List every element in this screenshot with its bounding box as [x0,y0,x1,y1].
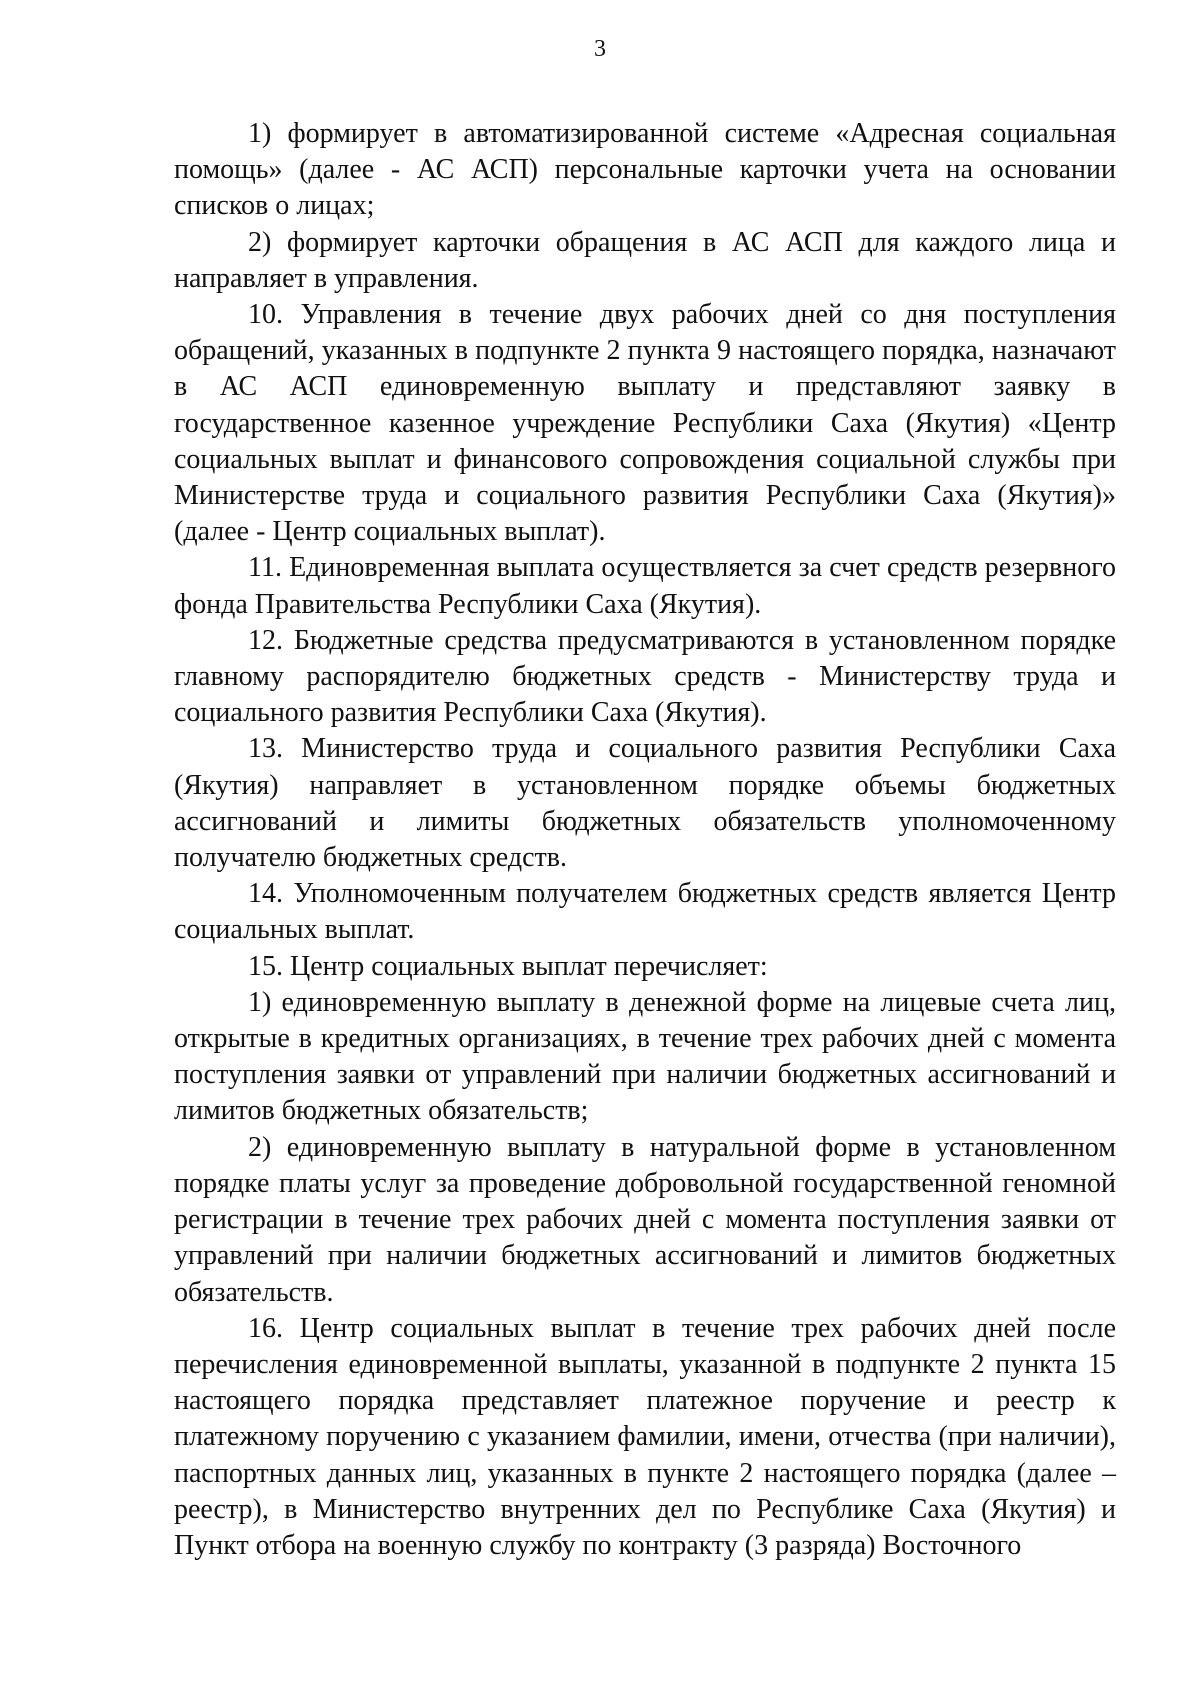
paragraph-subitem-2: 2) формирует карточки обращения в АС АСП для каждого лица и направляет в управления. [174,226,1116,294]
paragraph-subitem-1: 1) формирует в автоматизированной системе «Адресная социальная помощь» (далее - АС АСП) персональные карточки учета на основании списков о лицах; [174,118,1116,222]
paragraph-item-15-subitem-1: 1) единовременную выплату в денежной форме на лицевые счета лиц, открытые в кредитных организациях, в течение трех рабочих дней с момента поступления заявки от управлений при наличии бюджетных ассигнований и лимитов бюджетных обязательств; [174,986,1116,1127]
paragraph-item-15: 15. Центр социальных выплат перечисляет: [248,950,768,982]
paragraph-item-14: 14. Уполномоченным получателем бюджетных средств является Центр социальных выплат. [174,878,1116,946]
paragraph-item-11: 11. Единовременная выплата осуществляется за счет средств резервного фонда Правительства Республики Саха (Якутия). [174,552,1116,620]
document-body [174,116,1116,1564]
paragraph-item-13: 13. Министерство труда и социального развития Республики Саха (Якутия) направляет в установленном порядке объемы бюджетных ассигнований и лимиты бюджетных обязательств уполномоченному получателю бюджетных средств. [174,733,1116,874]
paragraph-item-16: 16. Центр социальных выплат в течение трех рабочих дней после перечисления единовременной выплаты, указанной в подпункте 2 пункта 15 настоящего порядка представляет платежное поручение и реестр к платежному поручению с указанием фамилии, имени, отчества (при наличии), паспортных данных лиц, указанных в пункте 2 настоящего порядка (далее – реестр), в Министерство внутренних дел по Республике Саха (Якутия) и Пункт отбора на военную службу по контракту (3 разряда) Восточного [174,1312,1116,1561]
page-number: 3 [594,36,606,62]
paragraph-item-15-subitem-2: 2) единовременную выплату в натуральной форме в установленном порядке платы услуг за проведение добровольной государственной геномной регистрации в течение трех рабочих дней с момента поступления заявки от управлений при наличии бюджетных ассигнований и лимитов бюджетных обязательств. [174,1131,1116,1308]
paragraph-item-10: 10. Управления в течение двух рабочих дней со дня поступления обращений, указанных в подпункте 2 пункта 9 настоящего порядка, назначают в АС АСП единовременную выплату и представляют заявку в государственное казенное учреждение Республики Саха (Якутия) «Центр социальных выплат и финансового сопровождения социальной службы при Министерстве труда и социального развития Республики Саха (Якутия)» (далее - Центр социальных выплат). [174,299,1116,548]
paragraph-item-12: 12. Бюджетные средства предусматриваются в установленном порядке главному распорядителю бюджетных средств - Министерству труда и социального развития Республики Саха (Якутия). [174,624,1116,729]
